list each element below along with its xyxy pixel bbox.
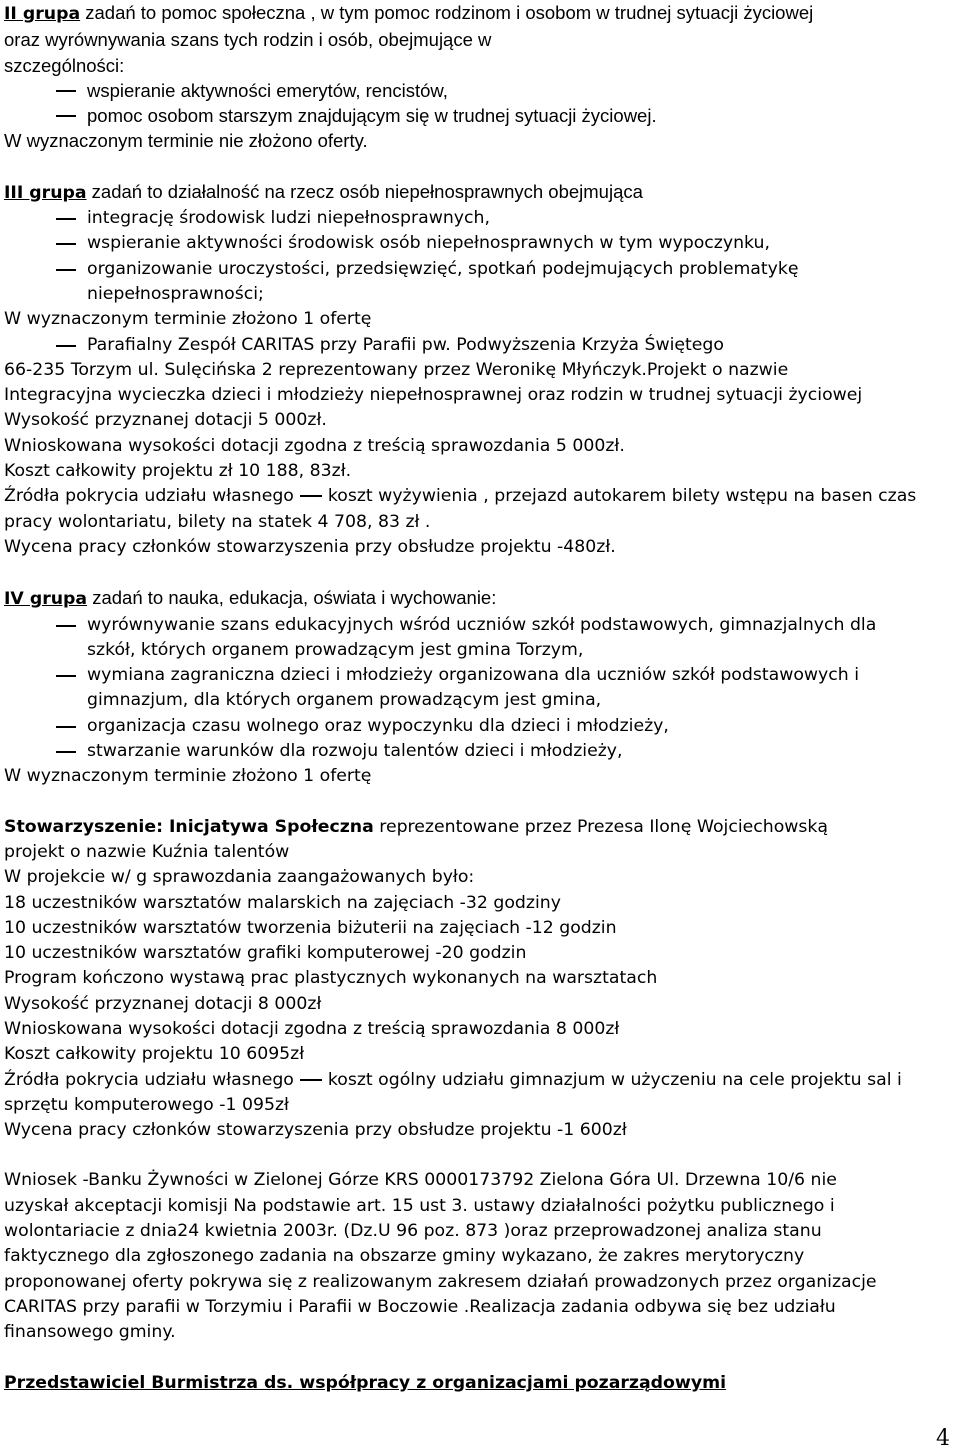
document-page xyxy=(4,0,954,1396)
footer-heading: Przedstawiciel Burmistrza ds. współpracy z organizacjami pozarządowymi xyxy=(4,1372,727,1393)
association-section xyxy=(4,815,954,1144)
list-item: stwarzanie warunków dla rozwoju talentów dzieci i młodzieży, xyxy=(4,739,954,764)
text-line: 18 uczestników warsztatów malarskich na zajęciach -32 godziny xyxy=(4,892,561,913)
text-line: CARITAS przy parafii w Torzymiu i Parafii w Boczowie .Realizacja zadania odbywa się bez udziału xyxy=(4,1296,836,1317)
own-contribution-cont: pracy wolontariatu, bilety na statek 4 708, 83 zł . xyxy=(4,511,431,532)
list-item: organizacja czasu wolnego oraz wypoczynku dla dzieci i młodzieży, xyxy=(4,714,954,739)
list-item: wyrównywanie szans edukacyjnych wśród uczniów szkół podstawowych, gimnazjalnych dla xyxy=(4,613,954,638)
dash-bullet xyxy=(56,218,76,220)
work-valuation: Wycena pracy członków stowarzyszenia przy obsłudze projektu -1 600zł xyxy=(4,1120,627,1141)
list-item-continuation: gimnazjum, dla których organem prowadzącym jest gmina, xyxy=(87,690,602,711)
dash-bullet xyxy=(56,625,76,627)
dash-bullet xyxy=(56,269,76,271)
list-item-continuation: niepełnosprawności; xyxy=(87,283,264,304)
org-address: 66-235 Torzym ul. Sulęcińska 2 reprezentowany przez Weronikę Młyńczyk.Projekt o nazwie xyxy=(4,359,789,380)
group4-intro: zadań to nauka, edukacja, oświata i wychowanie: xyxy=(87,587,497,609)
association-rep: reprezentowane przez Prezesa Ilonę Wojciechowską xyxy=(373,816,829,837)
text-line: 10 uczestników warsztatów grafiki komputerowej -20 godzin xyxy=(4,943,527,964)
grant-amount: Wysokość przyznanej dotacji 5 000zł. xyxy=(4,410,327,431)
food-bank-section xyxy=(4,1168,954,1345)
group4-result: W wyznaczonym terminie złożono 1 ofertę xyxy=(4,766,372,787)
dash-separator xyxy=(300,1079,322,1081)
text-line: faktycznego dla zgłoszonego zadania na obszarze gminy wykazano, że zakres merytoryczny xyxy=(4,1246,805,1267)
text-line: Wniosek -Banku Żywności w Zielonej Górze KRS 0000173792 Zielona Góra Ul. Drzewna 10/6 nie xyxy=(4,1170,837,1191)
text-line: proponowanej oferty pokrywa się z realizowanym zakresem działań prowadzonych przez organizacje xyxy=(4,1271,877,1292)
list-item: wspieranie aktywności środowisk osób niepełnosprawnych w tym wypoczynku, xyxy=(4,231,954,256)
list-item: organizowanie uroczystości, przedsięwzięć, spotkań podejmujących problematykę xyxy=(4,257,954,282)
group4-section xyxy=(4,585,954,789)
own-contribution-text: koszt wyżywienia , przejazd autokarem bilety wstępu na basen czas xyxy=(327,486,917,507)
group3-intro: zadań to działalność na rzecz osób niepełnosprawnych obejmująca xyxy=(86,180,643,202)
text-line: W projekcie w/ g sprawozdania zaangażowanych było: xyxy=(4,867,475,888)
group2-intro-3: szczególności: xyxy=(4,54,125,76)
dash-separator xyxy=(300,495,322,497)
association-name: Stowarzyszenie: Inicjatywa Społeczna xyxy=(4,816,374,837)
group2-intro: zadań to pomoc społeczna , w tym pomoc rodzinom i osobom w trudnej sytuacji życiowej xyxy=(80,2,814,23)
work-valuation: Wycena pracy członków stowarzyszenia przy obsłudze projektu -480zł. xyxy=(4,536,616,557)
group4-heading: IV grupa xyxy=(4,589,88,610)
group3-heading: III grupa xyxy=(4,182,87,203)
group2-result: W wyznaczonym terminie nie złożono oferty. xyxy=(4,130,368,152)
total-cost: Koszt całkowity projektu zł 10 188, 83zł. xyxy=(4,461,352,482)
group2-heading: II grupa xyxy=(4,4,81,24)
list-item: pomoc osobom starszym znajdującym się w trudnej sytuacji życiowej. xyxy=(4,103,954,128)
dash-bullet xyxy=(56,115,76,117)
dash-bullet xyxy=(56,675,76,677)
requested-amount: Wnioskowana wysokości dotacji zgodna z treścią sprawozdania 5 000zł. xyxy=(4,435,625,456)
text-line: 10 uczestników warsztatów tworzenia biżuterii na zajęciach -12 godzin xyxy=(4,917,617,938)
page-number: 4 xyxy=(936,1426,950,1451)
own-contribution-label: Źródła pokrycia udziału własnego xyxy=(4,1069,294,1090)
dash-bullet xyxy=(56,726,76,728)
group3-result: W wyznaczonym terminie złożono 1 ofertę xyxy=(4,309,372,330)
text-line: wolontariacie z dnia24 kwietnia 2003r. (Dz.U 96 poz. 873 )oraz przeprowadzonej analiza stanu xyxy=(4,1221,822,1242)
text-line: finansowego gminy. xyxy=(4,1322,176,1343)
dash-bullet xyxy=(56,345,76,347)
project-name: Integracyjna wycieczka dzieci i młodzieży niepełnosprawnej oraz rodzin w trudnej sytuacji życiowej xyxy=(4,385,863,406)
dash-bullet xyxy=(56,90,76,92)
group2-intro-2: oraz wyrównywania szans tych rodzin i osób, obejmujące w xyxy=(4,29,492,51)
group2-section xyxy=(4,0,954,154)
list-item: integrację środowisk ludzi niepełnosprawnych, xyxy=(4,206,954,231)
group3-section xyxy=(4,179,954,560)
text-line: uzyskał akceptacji komisji Na podstawie art. 15 ust 3. ustawy działalności pożytku publicznego i xyxy=(4,1195,835,1216)
dash-bullet xyxy=(56,243,76,245)
own-contribution-cont: sprzętu komputerowego -1 095zł xyxy=(4,1094,289,1115)
own-contribution-label: Źródła pokrycia udziału własnego xyxy=(4,486,294,507)
text-line: Koszt całkowity projektu 10 6095zł xyxy=(4,1044,305,1065)
text-line: Wysokość przyznanej dotacji 8 000zł xyxy=(4,993,322,1014)
dash-bullet xyxy=(56,751,76,753)
list-item: wymiana zagraniczna dzieci i młodzieży organizowana dla uczniów szkół podstawowych i xyxy=(4,663,954,688)
list-item: wspieranie aktywności emerytów, rencistów, xyxy=(4,78,954,103)
text-line: Wnioskowana wysokości dotacji zgodna z treścią sprawozdania 8 000zł xyxy=(4,1018,620,1039)
list-item-continuation: szkół, których organem prowadzącym jest gmina Torzym, xyxy=(87,639,584,660)
own-contribution-text: koszt ogólny udziału gimnazjum w użyczeniu na cele projektu sal i xyxy=(327,1069,902,1090)
text-line: Program kończono wystawą prac plastycznych wykonanych na warsztatach xyxy=(4,968,658,989)
list-item: Parafialny Zespół CARITAS przy Parafii pw. Podwyższenia Krzyża Świętego xyxy=(4,333,954,358)
text-line: projekt o nazwie Kuźnia talentów xyxy=(4,841,290,862)
